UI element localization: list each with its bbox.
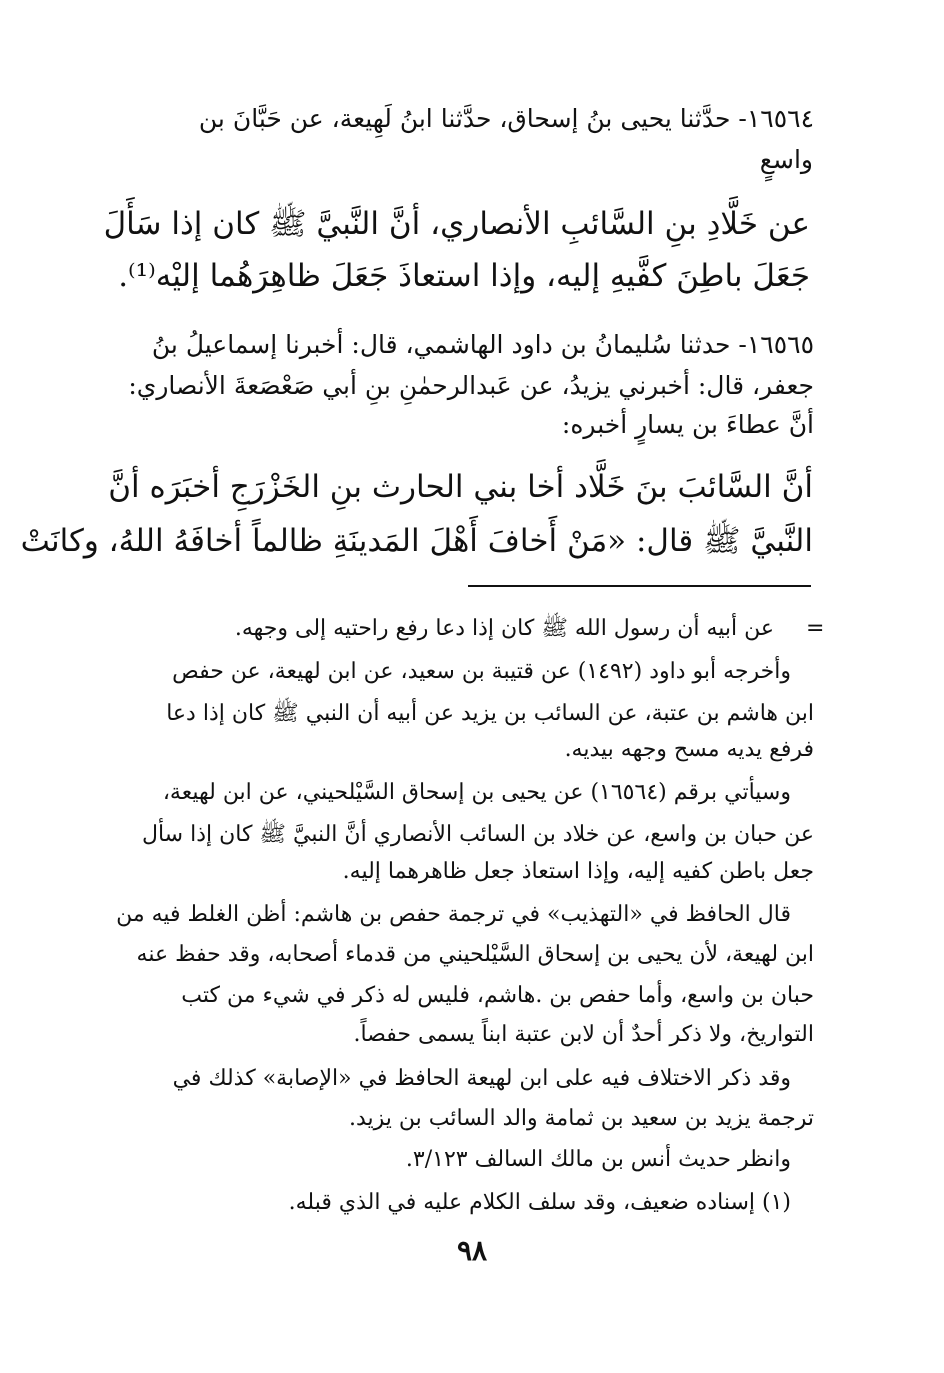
hadith-16564-matn-line-1: عن خَلَّادِ بنِ السَّائبِ الأنصاري، أنَّ النَّبيَّ ﷺ كان إذا سَأَلَ xyxy=(103,206,810,242)
footnote-line: التواريخ، ولا ذكر أحدٌ أن لابن عتبة ابناً يسمى حفصاً. xyxy=(353,1022,814,1047)
hadith-16565-matn-line-1: أنَّ السَّائبَ بنَ خَلَّاد أخا بني الحارث بنِ الخَزْرَجِ أخبَرَه أنَّ xyxy=(108,469,813,505)
hadith-16565-isnad-line-3: أنَّ عطاءَ بن يسارٍ أخبره: xyxy=(561,410,814,439)
footnote-continuation-mark: = xyxy=(806,616,825,641)
footnote-separator-rule xyxy=(468,585,811,587)
hadith-16564-isnad-line-1: ١٦٥٦٤- حدَّثنا يحيى بنُ إسحاق، حدَّثنا ابنُ لَهِيعة، عن حَبَّانَ بن xyxy=(198,104,814,133)
footnote-line: وانظر حديث أنس بن مالك السالف ٣/١٢٣. xyxy=(405,1147,791,1172)
footnote-line: حبان بن واسع، وأما حفص بن .هاشم، فليس له ذكر في شيء من كتب xyxy=(181,983,814,1008)
footnote-line: وأخرجه أبو داود (١٤٩٢) عن قتيبة بن سعيد، عن ابن لهيعة، عن حفص xyxy=(172,659,791,684)
footnote-line: ترجمة يزيد بن سعيد بن ثمامة والد السائب بن يزيد. xyxy=(349,1106,814,1131)
footnote-line: ابن لهيعة، لأن يحيى بن إسحاق السَّيْلحيني من قدماء أصحابه، وقد حفظ عنه xyxy=(136,942,814,967)
hadith-16565-isnad-line-1: ١٦٥٦٥- حدثنا سُليمانُ بن داود الهاشمي، قال: أخبرنا إسماعيلُ بنُ xyxy=(151,330,814,359)
footnote-line: وسيأتي برقم (١٦٥٦٤) عن يحيى بن إسحاق السَّيْلحيني، عن ابن لهيعة، xyxy=(162,780,791,805)
hadith-16565-matn-line-2: النَّبيَّ ﷺ قال: «مَنْ أَخافَ أَهْلَ المَدينَةِ ظالماً أخافَهُ اللهُ، وكانَتْ xyxy=(20,523,813,559)
footnote-line: وقد ذكر الاختلاف فيه على ابن لهيعة الحافظ في «الإصابة» كذلك في xyxy=(172,1066,791,1091)
hadith-16565-isnad-line-2: جعفر، قال: أخبرني يزيدُ، عن عَبدالرحمٰنِ بنِ أبي صَعْصَعةَ الأنصاري: xyxy=(128,371,814,400)
footnote-line: ابن هاشم بن عتبة، عن السائب بن يزيد عن أبيه أن النبي ﷺ كان إذا دعا xyxy=(166,701,814,726)
footnote-line: فرفع يديه مسح وجهه بيديه. xyxy=(564,737,814,762)
footnote-line: عن حبان بن واسع، عن خلاد بن السائب الأنصاري أنَّ النبيَّ ﷺ كان إذا سأل xyxy=(141,822,814,847)
footnote-line: جعل باطن كفيه إليه، وإذا استعاذ جعل ظاهرهما إليه. xyxy=(342,859,814,884)
footnote-line: عن أبيه أن رسول الله ﷺ كان إذا دعا رفع راحتيه إلى وجهه. xyxy=(234,616,774,641)
hadith-16564-matn-line-2: جَعَلَ باطِنَ كفَّيهِ إليه، وإذا استعاذَ جَعَلَ ظاهِرَهُما إليْه⁽¹⁾. xyxy=(118,258,810,294)
footnote-line: قال الحافظ في «التهذيب» في ترجمة حفص بن هاشم: أظن الغلط فيه من xyxy=(116,902,791,927)
hadith-16564-isnad-line-2: واسعٍ xyxy=(759,145,813,174)
page-number: ٩٨ xyxy=(456,1234,488,1267)
footnote-line: (١) إسناده ضعيف، وقد سلف الكلام عليه في الذي قبله. xyxy=(288,1190,791,1215)
